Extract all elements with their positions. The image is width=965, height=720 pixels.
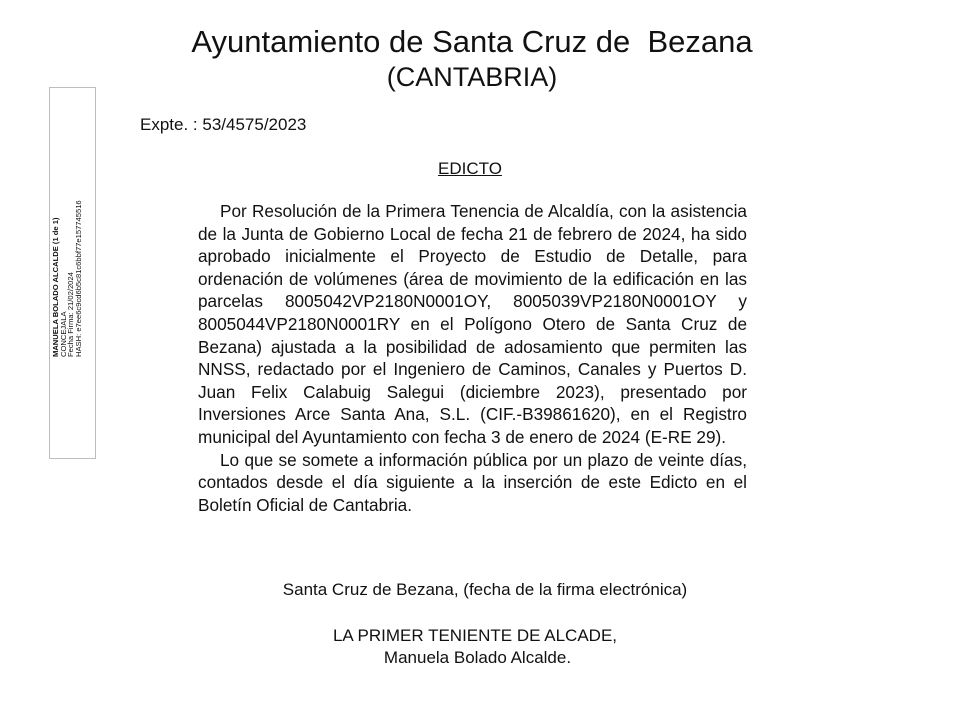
stamp-signer: MANUELA BOLADO ALCALDE (1 de 1): [51, 217, 60, 357]
signer-name: Manuela Bolado Alcalde.: [383, 648, 572, 667]
document-heading: EDICTO: [438, 159, 502, 178]
document-body: [198, 200, 747, 516]
stamp-date: Fecha Firma: 21/02/2024: [66, 272, 76, 357]
signer-role: LA PRIMER TENIENTE DE ALCADE,: [332, 626, 618, 645]
body-paragraph: Lo que se somete a información pública por un plazo de veinte días, contados desde el día siguiente a la inserción de este Edicto en el Boletín Oficial de Cantabria.: [198, 449, 747, 515]
signature-stamp: [52, 200, 82, 357]
stamp-hash: HASH: e7ee6c9cd6b5c81c6bbf77e157745516: [73, 200, 83, 357]
place-date: Santa Cruz de Bezana, (fecha de la firma electrónica): [282, 580, 688, 599]
stamp-role: CONCEJALA: [58, 311, 68, 357]
page-subtitle: (CANTABRIA): [386, 62, 558, 92]
expediente-number: Expte. : 53/4575/2023: [140, 115, 307, 134]
body-paragraph: Por Resolución de la Primera Tenencia de Alcaldía, con la asistencia de la Junta de Gobierno Local de fecha 21 de febrero de 2024, ha sido aprobado inicialmente el Proyecto de Estudio de Detalle, para ordenación de volúmenes (área de movimiento de la edificación en las parcelas 8005042VP2180N0001OY, 8005039VP2180N0001OY y 8005044VP2180N0001RY en el Polígono Otero de Santa Cruz de Bezana) ajustada a la posibilidad de adosamiento que permiten las NNSS, redactado por el Ingeniero de Caminos, Canales y Puertos D. Juan Felix Calabuig Salegui (diciembre 2023), presentado por Inversiones Arce Santa Ana, S.L. (CIF.-B39861620), en el Registro municipal del Ayuntamiento con fecha 3 de enero de 2024 (E-RE 29).: [198, 201, 747, 447]
page-title: Ayuntamiento de Santa Cruz de Bezana: [191, 24, 753, 59]
